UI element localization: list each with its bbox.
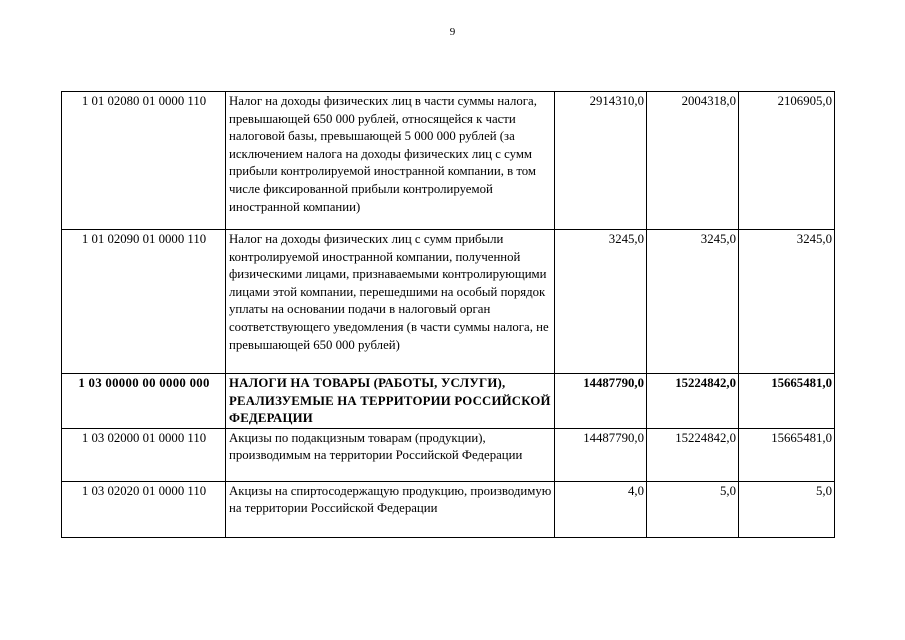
amount-year-1-cell: 14487790,0 bbox=[555, 374, 647, 429]
amount-year-2-cell: 15224842,0 bbox=[647, 428, 739, 481]
revenue-name-cell: Акцизы на спиртосодержащую продукцию, производимую на территории Российской Федерации bbox=[226, 481, 555, 537]
amount-year-2-cell: 3245,0 bbox=[647, 230, 739, 374]
revenue-name-cell: Акцизы по подакцизным товарам (продукции), производимым на территории Российской Федерации bbox=[226, 428, 555, 481]
amount-year-3-cell: 3245,0 bbox=[739, 230, 835, 374]
table-row bbox=[62, 428, 835, 481]
revenue-name-cell: Налог на доходы физических лиц с сумм прибыли контролируемой иностранной компании, полученной физическими лицами, признаваемыми контролирующими лицами этой компании, перешедшими на особый порядок уплаты на основании подачи в налоговый орган соответствующего уведомления (в части суммы налога, не превышающей 650 000 рублей) bbox=[226, 230, 555, 374]
table-row bbox=[62, 230, 835, 374]
budget-code-cell: 1 03 02020 01 0000 110 bbox=[62, 481, 226, 537]
page-number: 9 bbox=[449, 26, 456, 38]
revenue-table bbox=[61, 91, 835, 538]
amount-year-2-cell: 2004318,0 bbox=[647, 92, 739, 230]
amount-year-3-cell: 15665481,0 bbox=[739, 428, 835, 481]
budget-code-cell: 1 01 02090 01 0000 110 bbox=[62, 230, 226, 374]
amount-year-1-cell: 3245,0 bbox=[555, 230, 647, 374]
table-row-section-heading bbox=[62, 374, 835, 429]
table-row bbox=[62, 92, 835, 230]
amount-year-2-cell: 5,0 bbox=[647, 481, 739, 537]
budget-code-cell: 1 03 00000 00 0000 000 bbox=[62, 374, 226, 429]
amount-year-1-cell: 2914310,0 bbox=[555, 92, 647, 230]
budget-code-cell: 1 01 02080 01 0000 110 bbox=[62, 92, 226, 230]
revenue-name-cell: Налог на доходы физических лиц в части суммы налога, превышающей 650 000 рублей, относящейся к части налоговой базы, превышающей 5 000 000 рублей (за исключением налога на доходы физических лиц с сумм прибыли контролируемой иностранной компании, в том числе фиксированной прибыли контролируемой иностранной компании) bbox=[226, 92, 555, 230]
amount-year-3-cell: 2106905,0 bbox=[739, 92, 835, 230]
budget-code-cell: 1 03 02000 01 0000 110 bbox=[62, 428, 226, 481]
amount-year-2-cell: 15224842,0 bbox=[647, 374, 739, 429]
table-row bbox=[62, 481, 835, 537]
amount-year-3-cell: 15665481,0 bbox=[739, 374, 835, 429]
amount-year-3-cell: 5,0 bbox=[739, 481, 835, 537]
amount-year-1-cell: 4,0 bbox=[555, 481, 647, 537]
amount-year-1-cell: 14487790,0 bbox=[555, 428, 647, 481]
revenue-name-cell: НАЛОГИ НА ТОВАРЫ (РАБОТЫ, УСЛУГИ), РЕАЛИЗУЕМЫЕ НА ТЕРРИТОРИИ РОССИЙСКОЙ ФЕДЕРАЦИИ bbox=[226, 374, 555, 429]
